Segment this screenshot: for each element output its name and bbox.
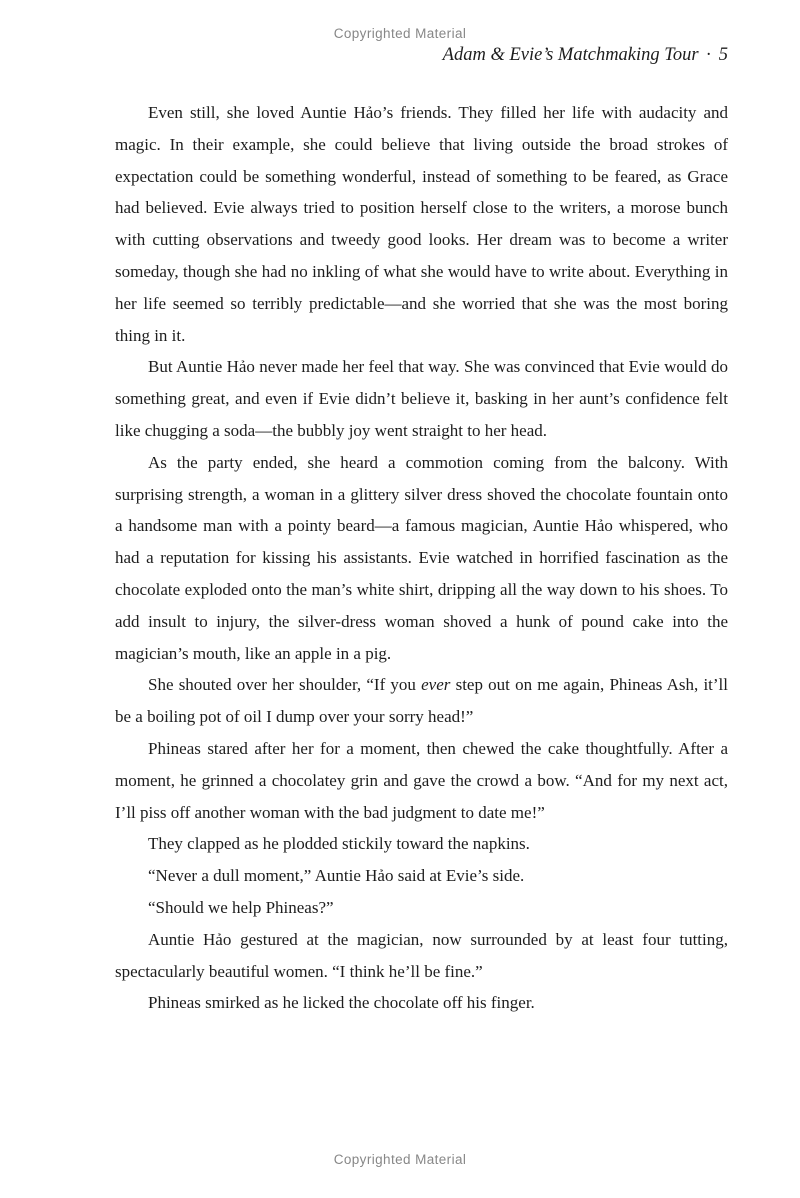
text-segment: Auntie Hảo gestured at the magician, now surrounded by at least four tutting, spectacularly beautiful women. “I think he’ll be fine.”	[115, 929, 728, 981]
paragraph	[115, 97, 728, 351]
running-header-title: Adam & Evie’s Matchmaking Tour	[442, 45, 699, 65]
text-segment: But Auntie Hảo never made her feel that way. She was convinced that Evie would do something great, and even if Evie didn’t believe it, basking in her aunt’s confidence felt like chugging a soda—the bubbly joy went straight to her head.	[115, 357, 728, 440]
running-header	[443, 45, 728, 66]
paragraph	[115, 924, 728, 988]
copyright-notice-bottom: Copyrighted Material	[333, 1152, 467, 1167]
text-segment: “Should we help Phineas?”	[148, 897, 334, 917]
paragraph	[115, 733, 728, 828]
paragraph	[115, 828, 728, 860]
paragraph	[115, 892, 728, 924]
running-header-separator: ·	[705, 45, 712, 65]
text-segment: Phineas smirked as he licked the chocolate off his finger.	[148, 993, 535, 1013]
text-segment: Even still, she loved Auntie Hảo’s friends. They filled her life with audacity and magic. In their example, she could believe that living outside the broad strokes of expectation could be something wonderful, instead of something to be feared, as Grace had believed. Evie always tried to position herself close to the writers, a morose bunch with cutting observations and tweedy good looks. Her dream was to become a writer someday, though she had no inkling of what she would have to write about. Everything in her life seemed so terribly predictable—and she worried that she was the most boring thing in it.	[115, 103, 728, 345]
text-segment: Phineas stared after her for a moment, then chewed the cake thoughtfully. After a moment, he grinned a chocolatey grin and gave the crowd a bow. “And for my next act, I’ll piss off another woman with the bad judgment to date me!”	[115, 738, 728, 822]
copyright-notice-top: Copyrighted Material	[333, 26, 467, 41]
paragraph	[115, 669, 728, 733]
running-header-page-number: 5	[718, 45, 728, 65]
italic-text-segment: ever	[421, 675, 451, 695]
text-segment: They clapped as he plodded stickily toward the napkins.	[148, 834, 530, 854]
paragraph	[115, 351, 728, 446]
text-segment: step out on me again, Phineas Ash, it’ll be a boiling pot of oil I dump over your sorry head!”	[115, 675, 728, 727]
text-segment: As the party ended, she heard a commotion coming from the balcony. With surprising strength, a woman in a glittery silver dress shoved the chocolate fountain onto a handsome man with a pointy beard—a famous magician, Auntie Hảo whispered, who had a reputation for kissing his assistants. Evie watched in horrified fascination as the chocolate exploded onto the man’s white shirt, dripping all the way down to his shoes. To add insult to injury, the silver-dress woman shoved a hunk of pound cake into the magician’s mouth, like an apple in a pig.	[115, 452, 728, 663]
paragraph	[115, 447, 728, 670]
text-segment: “Never a dull moment,” Auntie Hảo said at Evie’s side.	[148, 866, 525, 886]
paragraph	[115, 987, 728, 1019]
paragraph	[115, 860, 728, 892]
body-text	[115, 97, 728, 1019]
text-segment: She shouted over her shoulder, “If you	[148, 675, 422, 695]
